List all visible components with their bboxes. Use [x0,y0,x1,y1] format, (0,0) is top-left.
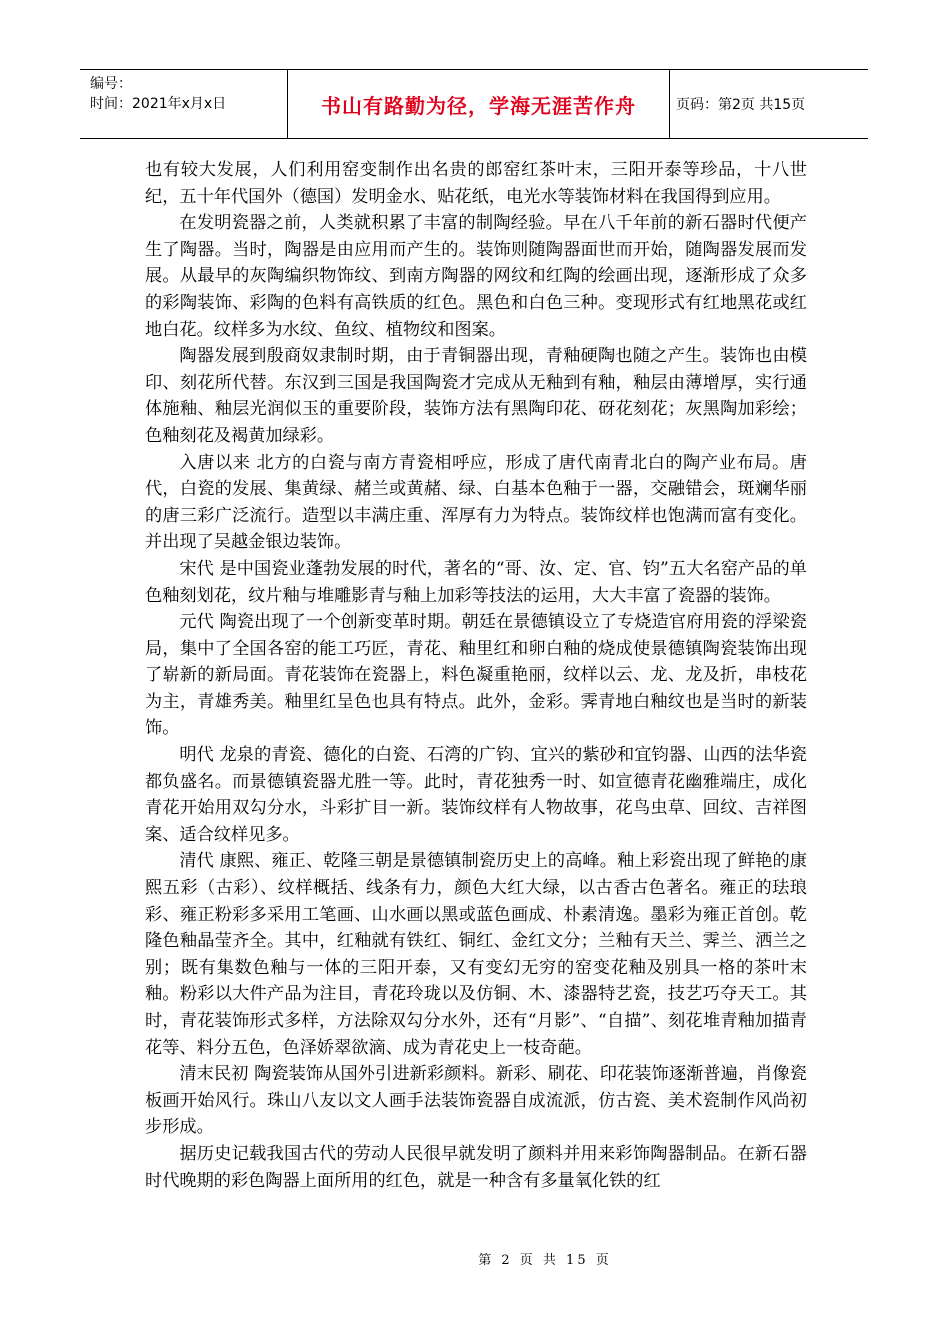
header-motto: 书山有路勤为径，学海无涯苦作舟 [288,70,670,138]
body-paragraph: 清末民初 陶瓷装饰从国外引进新彩颜料。新彩、刷花、印花装饰逐渐普遍，肖像瓷板画开始风行。珠山八友以文人画手法装饰瓷器自成流派，仿古瓷、美术瓷制作风尚初步形成。 [145,1064,807,1138]
page-header [80,69,868,139]
header-meta [80,70,288,138]
body-paragraph: 清代 康熙、雍正、乾隆三朝是景德镇制瓷历史上的高峰。釉上彩瓷出现了鲜艳的康熙五彩（古彩）、纹样概括、线条有力，颜色大红大绿，以古香古色著名。雍正的珐琅彩、雍正粉彩多采用工笔画、山水画以黑或蓝色画成、朴素清逸。墨彩为雍正首创。乾隆色釉晶莹齐全。其中，红釉就有铁红、铜红、金红文分；兰釉有天兰、霁兰、洒兰之别；既有集数色釉与一体的三阳开泰，又有变幻无穷的窑变花釉及别具一格的茶叶末釉。粉彩以大件产品为注目，青花玲珑以及仿铜、木、漆器特艺瓷，技艺巧夺天工。其时，青花装饰形式多样，方法除双勾分水外，还有“月影”、“自描”、刻花堆青釉加描青花等、料分五色，色泽娇翠欲滴、成为青花史上一枝奇葩。 [145,851,807,1058]
page-footer: 第 2 页 共 15 页 [478,1253,612,1268]
body-paragraph: 入唐以来 北方的白瓷与南方青瓷相呼应，形成了唐代南青北白的陶产业布局。唐代，白瓷的发展、集黄绿、赭兰或黄赭、绿、白基本色釉于一器，交融错会，斑斓华丽的唐三彩广泛流行。造型以丰满庄重、浑厚有力为特点。装饰纹样也饱满而富有变化。并出现了吴越金银边装饰。 [145,452,807,553]
document-date-label: 时间：2021年x月x日 [90,96,227,112]
body-paragraph: 宋代 是中国瓷业蓬勃发展的时代，著名的“哥、汝、定、官、钧”五大名窑产品的单色釉刻划花，纹片釉与堆雕影青与釉上加彩等技法的运用，大大丰富了瓷器的装饰。 [145,558,807,606]
header-page-info: 页码：第2页 共15页 [676,97,806,113]
body-paragraph: 也有较大发展，人们利用窑变制作出名贵的郎窑红茶叶末，三阳开泰等珍品，十八世纪，五十年代国外（德国）发明金水、贴花纸，电光水等装饰材料在我国得到应用。 [145,160,807,207]
body-paragraph: 据历史记载我国古代的劳动人民很早就发明了颜料并用来彩饰陶器制品。在新石器时代晚期的彩色陶器上面所用的红色，就是一种含有多量氧化铁的红 [145,1143,807,1191]
body-paragraph: 元代 陶瓷出现了一个创新变革时期。朝廷在景德镇设立了专烧造官府用瓷的浮梁瓷局，集中了全国各窑的能工巧匠，青花、釉里红和卵白釉的烧成使景德镇陶瓷装饰出现了崭新的新局面。青花装饰在瓷器上，料色凝重艳丽，纹样以云、龙、龙及折，串枝花为主，青雄秀美。釉里红呈色也具有特点。此外，金彩。霁青地白釉纹也是当时的新装饰。 [145,612,807,739]
body-paragraph: 在发明瓷器之前，人类就积累了丰富的制陶经验。早在八千年前的新石器时代便产生了陶器。当时，陶器是由应用而产生的。装饰则随陶器面世而开始，随陶器发展而发展。从最早的灰陶编织物饰纹、到南方陶器的网纹和红陶的绘画出现，逐渐形成了众多的彩陶装饰、彩陶的色料有高铁质的红色。黑色和白色三种。变现形式有红地黑花或红地白花。纹样多为水纹、鱼纹、植物纹和图案。 [145,213,807,340]
document-number-label: 编号： [90,76,132,92]
document-body [145,157,807,1194]
body-paragraph: 明代 龙泉的青瓷、德化的白瓷、石湾的广钧、宜兴的紫砂和宜钧器、山西的法华瓷都负盛名。而景德镇瓷器尤胜一等。此时，青花独秀一时、如宣德青花幽雅端庄，成化青花开始用双勾分水，斗彩扩目一新。装饰纹样有人物故事，花鸟虫草、回纹、吉祥图案、适合纹样见多。 [145,745,807,845]
body-paragraph: 陶器发展到殷商奴隶制时期，由于青铜器出现，青釉硬陶也随之产生。装饰也由模印、刻花所代替。东汉到三国是我国陶瓷才完成从无釉到有釉，釉层由薄增厚，实行通体施釉、釉层光润似玉的重要阶段，装饰方法有黑陶印花、砑花刻花；灰黑陶加彩绘；色釉刻花及褐黄加绿彩。 [145,346,807,446]
